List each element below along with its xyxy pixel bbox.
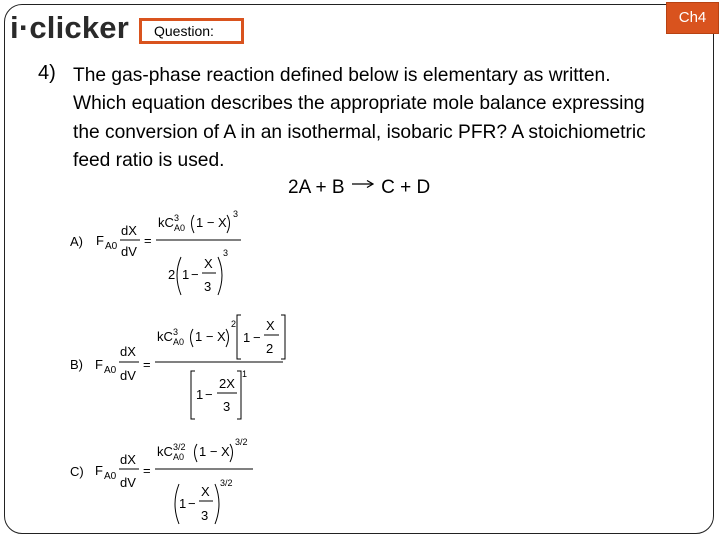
denominator-exponent: 3/2 <box>220 478 233 488</box>
option-b-equation[interactable] <box>95 313 295 423</box>
bracket-fraction-x: X <box>266 318 275 333</box>
dx-text: dX <box>120 452 136 467</box>
flow-symbol: F <box>96 233 104 248</box>
dv-text: dV <box>120 368 136 383</box>
fraction-three: 3 <box>223 399 231 414</box>
rate-constant-text: kC <box>158 215 174 230</box>
bracket-fraction-two: 2 <box>266 341 274 356</box>
chapter-badge: Ch4 <box>666 2 719 34</box>
fraction-x: X <box>201 484 210 499</box>
question-tag: Question: <box>139 18 244 44</box>
fraction-x: X <box>204 256 213 271</box>
conc-subscript: A0 <box>174 223 186 233</box>
option-a-equation[interactable] <box>96 205 256 300</box>
denominator-minus: − <box>205 387 213 402</box>
equals-sign: = <box>143 463 151 478</box>
option-c-equation[interactable] <box>95 432 265 532</box>
one-minus-x-text: 1 − X <box>195 329 226 344</box>
fraction-2x: 2X <box>219 376 235 391</box>
option-a-label[interactable]: A) <box>70 234 83 249</box>
denominator-one: 1 <box>182 267 190 282</box>
equals-sign: = <box>143 357 151 372</box>
conc-exponent: 3/2 <box>173 442 186 452</box>
bracket-minus: − <box>253 330 261 345</box>
denominator-coefficient: 2 <box>168 267 176 282</box>
denominator-minus: − <box>188 496 196 511</box>
question-number: 4) <box>38 62 56 84</box>
bracket-one: 1 <box>243 330 251 345</box>
fraction-three: 3 <box>201 508 209 523</box>
dx-text: dX <box>120 344 136 359</box>
conc-exponent: 3 <box>173 327 179 337</box>
option-b-label[interactable]: B) <box>70 357 83 372</box>
equals-sign: = <box>144 233 152 248</box>
numerator-exponent: 2 <box>231 319 237 329</box>
reaction-arrow-icon <box>352 180 374 188</box>
flow-symbol: F <box>95 357 103 372</box>
logo-text: i·clicker <box>10 10 129 45</box>
flow-subscript: A0 <box>104 471 117 482</box>
reaction-products: C + D <box>381 177 431 198</box>
conc-exponent: 3 <box>174 213 180 223</box>
numerator-exponent: 3 <box>233 209 239 219</box>
conc-subscript: A0 <box>173 337 185 347</box>
denominator-exponent: 3 <box>223 248 229 258</box>
reaction-reactants: 2A + B <box>288 177 345 198</box>
question-text: The gas-phase reaction defined below is elementary as written. Which equation describes the appropriate mole balance expressing the conversion of A in an isothermal, isobaric PFR? A stoichiometric feed ratio is used. <box>73 65 646 172</box>
reaction-equation <box>288 177 430 199</box>
denominator-minus: − <box>191 267 199 282</box>
denominator-one: 1 <box>196 387 204 402</box>
one-minus-x-text: 1 − X <box>199 444 230 459</box>
iclicker-logo <box>10 10 138 48</box>
conc-subscript: A0 <box>173 452 185 462</box>
flow-symbol: F <box>95 463 103 478</box>
flow-subscript: A0 <box>105 241 118 252</box>
dx-text: dX <box>121 223 137 238</box>
rate-constant-text: kC <box>157 444 173 459</box>
dv-text: dV <box>121 244 137 259</box>
one-minus-x-text: 1 − X <box>196 215 227 230</box>
dv-text: dV <box>120 475 136 490</box>
fraction-three: 3 <box>204 279 212 294</box>
denominator-one: 1 <box>179 496 187 511</box>
flow-subscript: A0 <box>104 365 117 376</box>
rate-constant-text: kC <box>157 329 173 344</box>
option-c-label[interactable]: C) <box>70 464 84 479</box>
denominator-exponent: 1 <box>242 369 248 379</box>
numerator-exponent: 3/2 <box>235 437 248 447</box>
